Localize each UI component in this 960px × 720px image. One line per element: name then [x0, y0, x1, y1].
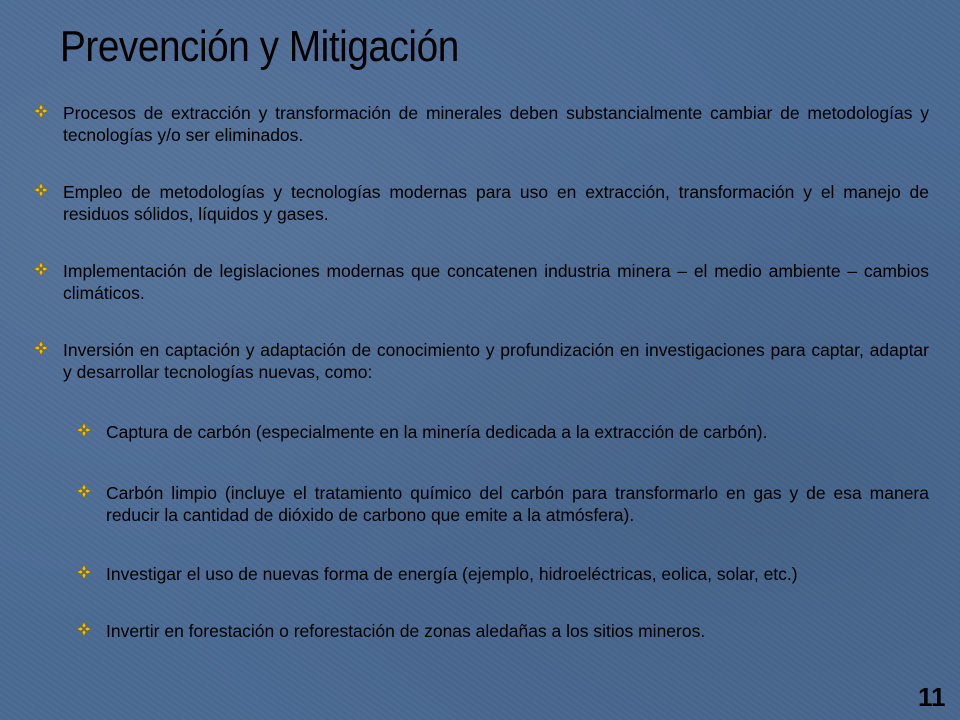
- diamond-bullet-icon: [33, 340, 49, 356]
- diamond-bullet-icon: [76, 422, 92, 438]
- bullet-item: [63, 181, 929, 225]
- sub-bullet-item: [106, 421, 929, 443]
- bullet-text: Invertir en forestación o reforestación de zonas aledañas a los sitios mineros.: [106, 621, 706, 641]
- bullet-text: Investigar el uso de nuevas forma de energía (ejemplo, hidroeléctricas, eolica, solar, etc.): [106, 564, 798, 584]
- bullet-text: Procesos de extracción y transformación de minerales deben substancialmente cambiar de metodologías y tecnologías y/o ser eliminados.: [63, 103, 929, 145]
- sub-bullet-item: [106, 482, 929, 526]
- diamond-bullet-icon: [76, 564, 92, 580]
- bullet-text: Implementación de legislaciones modernas que concatenen industria minera – el medio ambiente – cambios climáticos.: [63, 261, 929, 303]
- bullet-item: [63, 102, 929, 146]
- bullet-item: [63, 339, 929, 383]
- slide-title: Prevención y Mitigación: [60, 22, 459, 71]
- bullet-text: Captura de carbón (especialmente en la minería dedicada a la extracción de carbón).: [106, 422, 768, 442]
- diamond-bullet-icon: [76, 621, 92, 637]
- bullet-text: Empleo de metodologías y tecnologías modernas para uso en extracción, transformación y el manejo de residuos sólidos, líquidos y gases.: [63, 182, 929, 224]
- page-number: 11: [918, 682, 946, 712]
- diamond-bullet-icon: [76, 483, 92, 499]
- sub-bullet-item: [106, 620, 929, 642]
- bullet-text: Carbón limpio (incluye el tratamiento químico del carbón para transformarlo en gas y de esa manera reducir la cantidad de dióxido de carbono que emite a la atmósfera).: [106, 483, 929, 525]
- bullet-text: Inversión en captación y adaptación de conocimiento y profundización en investigaciones para captar, adaptar y desarrollar tecnologías nuevas, como:: [63, 340, 929, 382]
- diamond-bullet-icon: [33, 103, 49, 119]
- diamond-bullet-icon: [33, 182, 49, 198]
- diamond-bullet-icon: [33, 261, 49, 277]
- bullet-item: [63, 260, 929, 304]
- sub-bullet-item: [106, 563, 929, 585]
